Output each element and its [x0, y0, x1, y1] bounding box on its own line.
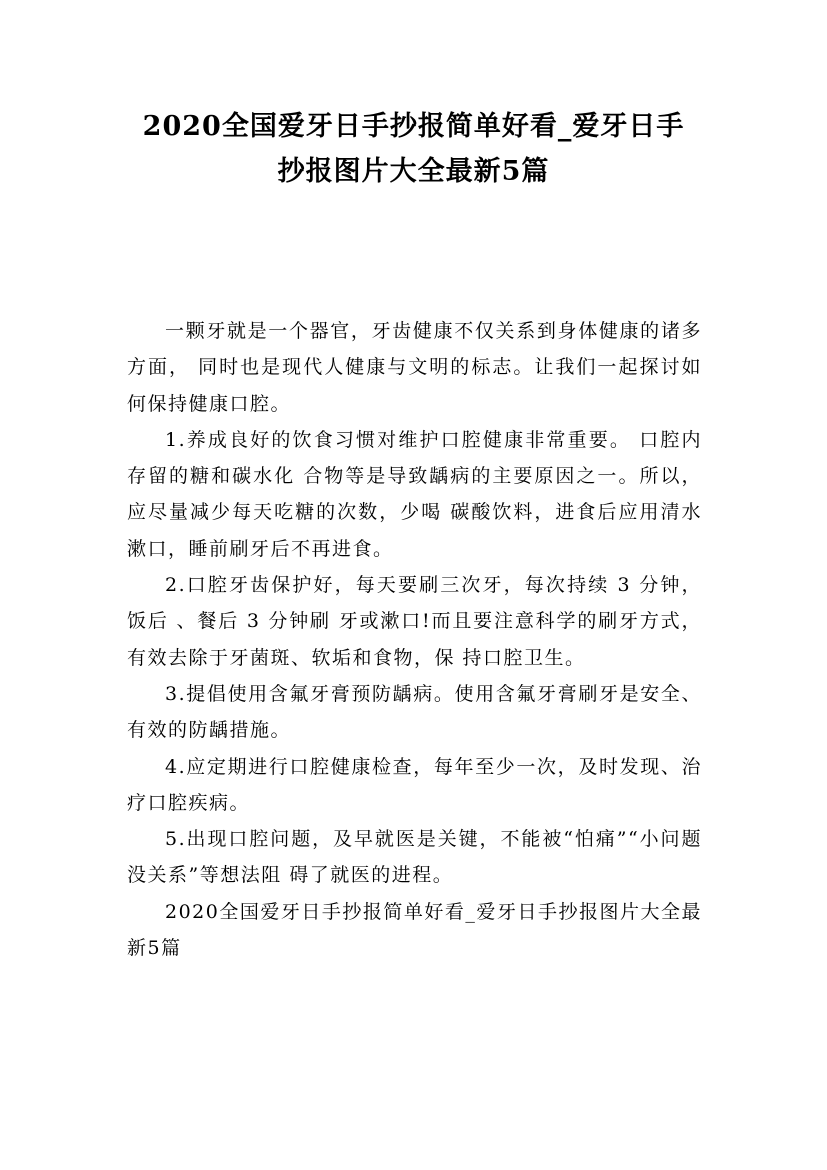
- document-body: [127, 313, 702, 966]
- tip-5-paragraph: 5.出现口腔问题，及早就医是关键，不能被“怕痛”“小问题没关系”等想法阻 碍了就医的进程。: [127, 828, 702, 887]
- tip-4-paragraph: 4.应定期进行口腔健康检查，每年至少一次，及时发现、治疗口腔疾病。: [127, 755, 702, 814]
- title-line-1: 2020全国爱牙日手抄报简单好看_爱牙日手: [142, 111, 685, 142]
- tip-2-paragraph: 2.口腔牙齿保护好，每天要刷三次牙，每次持续 3 分钟，饭后 、餐后 3 分钟刷 牙或漱口!而且要注意科学的刷牙方式，有效去除于牙菌斑、软垢和食物，保 持口腔卫生。: [127, 574, 702, 669]
- tip-1-paragraph: 1.养成良好的饮食习惯对维护口腔健康非常重要。 口腔内存留的糖和碳水化 合物等是导致龋病的主要原因之一。所以，应尽量减少每天吃糖的次数，少喝 碳酸饮料，进食后应用清水漱口，睡前刷牙后不再进食。: [127, 428, 702, 560]
- tip-3-paragraph: 3.提倡使用含氟牙膏预防龋病。使用含氟牙膏刷牙是安全、有效的防龋措施。: [127, 682, 702, 742]
- document-title: [100, 104, 727, 194]
- intro-paragraph: 一颗牙就是一个器官，牙齿健康不仅关系到身体健康的诸多方面， 同时也是现代人健康与文明的标志。让我们一起探讨如何保持健康口腔。: [127, 320, 702, 415]
- closing-paragraph: 2020全国爱牙日手抄报简单好看_爱牙日手抄报图片大全最新5篇: [127, 900, 702, 960]
- title-line-2: 抄报图片大全最新5篇: [277, 156, 550, 187]
